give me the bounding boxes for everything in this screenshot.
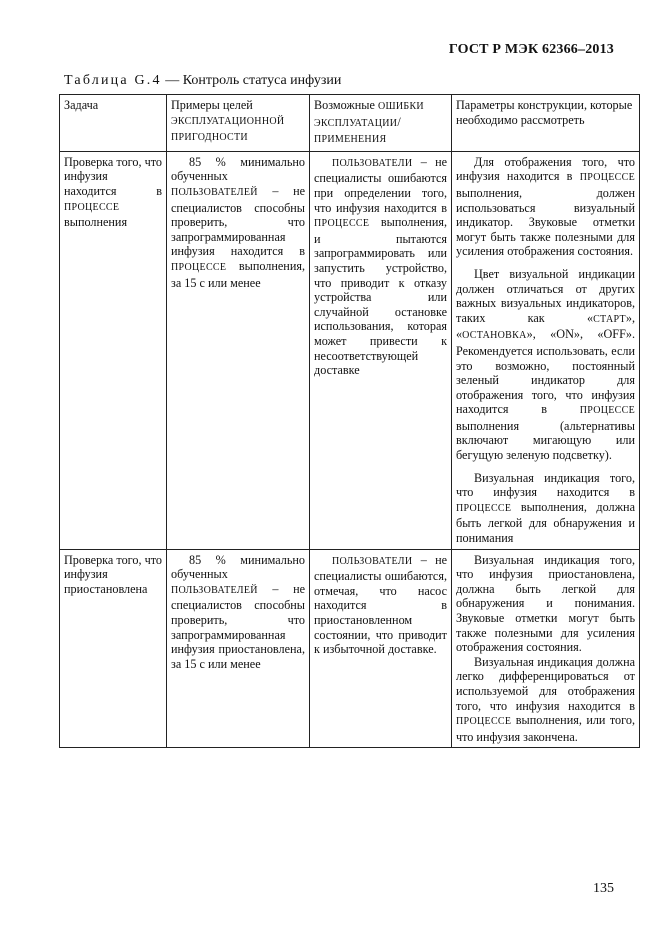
infusion-status-table [59, 94, 640, 748]
cell-task: Проверка того, что инфузия приостановлена [60, 549, 167, 748]
cell-goal: 85 % минимально обученных ПОЛЬЗОВАТЕЛЕЙ – не специалистов способны проверить, что запрограммированная инфузия приостановлена, за 15 с или менее [167, 549, 310, 748]
column-header-design: Параметры конструкции, которые необходимо рассмотреть [452, 95, 640, 152]
cell-error: ПОЛЬЗОВАТЕЛИ – не специалисты ошибаются при определении того, что инфузия находится в ПРОЦЕССЕ выполнения, и пытаются запрограммировать или запустить устройство, что приводит к отказу устройства или случайной остановке использования, которая может привести к несоответствующей доставке [310, 151, 452, 549]
design-paragraph: Визуальная индикация того, что инфузия приостановлена, должна быть легкой для обнаружения и понимания. Звуковые отметки могут быть также полезными для усиления отображения состояния. [456, 552, 635, 655]
column-header-task: Задача [60, 95, 167, 152]
table-header-row [60, 95, 640, 152]
cell-task: Проверка того, что инфузия находится в ПРОЦЕССЕ выполнения [60, 151, 167, 549]
table-caption-label: Таблица G.4 [64, 73, 162, 88]
design-paragraph: Визуальная индикация должна легко дифференцироваться от используемой для отображения того, что инфузия находится в ПРОЦЕССЕ выполнения, или того, что инфузия закончена. [456, 654, 635, 744]
cell-design [452, 151, 640, 549]
cell-design [452, 549, 640, 748]
design-paragraph: Цвет визуальной индикации должен отличаться от других важных визуальных индикаторов, таких как «СТАРТ», «ОСТАНОВКА», «ON», «OFF». Рекомендуется использовать, если это возможно, постоянный зеленый индикатор для отображения того, что инфузия находится в ПРОЦЕССЕ выполнения (альтернативы включают мигающую или бегущую зеленую подсветку). [456, 266, 635, 463]
table-caption [64, 73, 341, 89]
column-header-error: Возможные ОШИБКИ ЭКСПЛУАТАЦИИ/ ПРИМЕНЕНИЯ [310, 95, 452, 152]
design-paragraph: Визуальная индикация того, что инфузия находится в ПРОЦЕССЕ выполнения, должна быть легкой для обнаружения и понимания [456, 470, 635, 546]
table-caption-title: — Контроль статуса инфузии [161, 73, 342, 88]
document-header: ГОСТ Р МЭК 62366–2013 [448, 42, 614, 57]
page-number: 135 [593, 881, 614, 896]
cell-error: ПОЛЬЗОВАТЕЛИ – не специалисты ошибаются, отмечая, что насос находится в приостановленном состоянии, что приводит к избыточной доставке. [310, 549, 452, 748]
cell-goal: 85 % минимально обученных ПОЛЬЗОВАТЕЛЕЙ – не специалистов способны проверить, что запрограммированная инфузия находится в ПРОЦЕССЕ выполнения, за 15 с или менее [167, 151, 310, 549]
table-row [60, 549, 640, 748]
design-paragraph: Для отображения того, что инфузия находится в ПРОЦЕССЕ выполнения, должен использоваться визуальный индикатор. Звуковые отметки могут быть также полезными для усиления отображения состояния. [456, 154, 635, 259]
column-header-goal: Примеры целей ЭКСПЛУАТАЦИОННОЙ ПРИГОДНОСТИ [167, 95, 310, 152]
table-row [60, 151, 640, 549]
